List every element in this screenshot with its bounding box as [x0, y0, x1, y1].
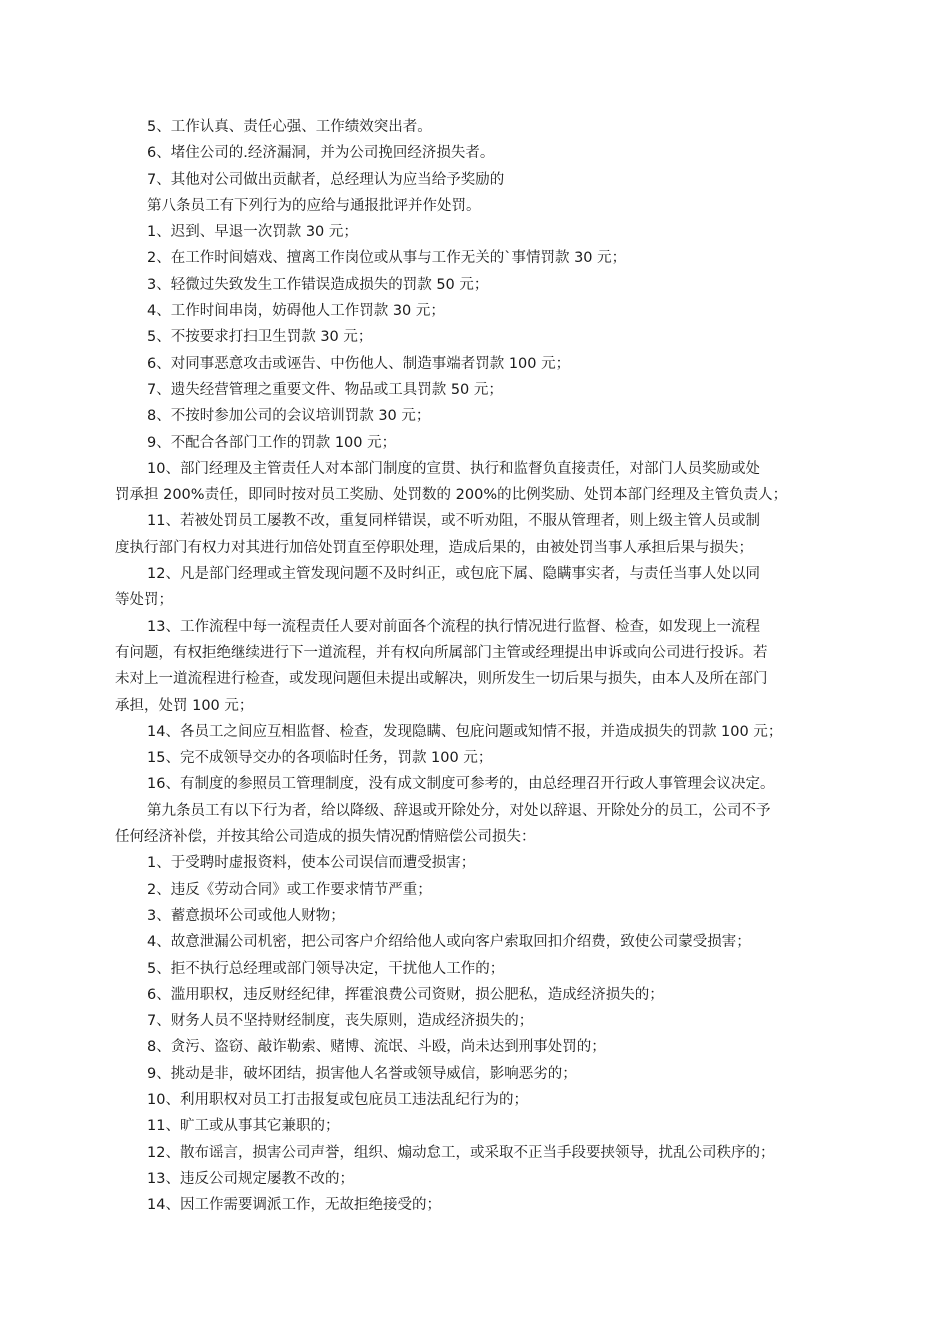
text-line: 11、若被处罚员工屡教不改，重复同样错误，或不听劝阻，不服从管理者，则上级主管人员或制 — [147, 513, 760, 530]
text-line: 5、不按要求打扫卫生罚款 30 元； — [147, 329, 373, 346]
text-line: 有问题，有权拒绝继续进行下一道流程，并有权向所属部门主管或经理提出申诉或向公司进行投诉。若 — [115, 644, 768, 661]
text-line: 4、故意泄漏公司机密，把公司客户介绍给他人或向客户索取回扣介绍费，致使公司蒙受损害； — [147, 934, 751, 951]
text-line: 6、堵住公司的.经济漏洞，并为公司挽回经济损失者。 — [147, 145, 495, 162]
text-line: 承担，处罚 100 元； — [115, 697, 254, 714]
text-line: 罚承担 200%责任，即同时按对员工奖励、处罚数的 200%的比例奖励、处罚本部门经理及主管负责人； — [115, 487, 788, 504]
text-line: 13、工作流程中每一流程责任人要对前面各个流程的执行情况进行监督、检查，如发现上一流程 — [147, 618, 760, 635]
text-line: 7、遗失经营管理之重要文件、物品或工具罚款 50 元； — [147, 381, 503, 398]
text-line: 2、违反《劳动合同》或工作要求情节严重； — [147, 881, 432, 898]
text-line: 15、完不成领导交办的各项临时任务，罚款 100 元； — [147, 750, 493, 767]
text-line: 10、部门经理及主管责任人对本部门制度的宣贯、执行和监督负直接责任，对部门人员奖励或处 — [147, 460, 760, 477]
text-line: 等处罚； — [115, 592, 173, 609]
text-line: 3、蓄意损坏公司或他人财物； — [147, 907, 345, 924]
text-line: 14、因工作需要调派工作，无故拒绝接受的； — [147, 1197, 441, 1214]
text-line: 5、工作认真、责任心强、工作绩效突出者。 — [147, 119, 432, 135]
text-line: 10、利用职权对员工打击报复或包庇员工违法乱纪行为的； — [147, 1091, 528, 1108]
text-line: 度执行部门有权力对其进行加倍处罚直至停职处理，造成后果的，由被处罚当事人承担后果与损失； — [115, 539, 753, 556]
text-line: 12、散布谣言，损害公司声誉，组织、煽动怠工，或采取不正当手段要挟领导，扰乱公司秩序的； — [147, 1144, 775, 1161]
text-line: 任何经济补偿，并按其给公司造成的损失情况酌情赔偿公司损失： — [115, 829, 536, 846]
text-line: 16、有制度的参照员工管理制度，没有成文制度可参考的，由总经理召开行政人事管理会议决定。 — [147, 776, 775, 793]
text-line: 6、对同事恶意攻击或诬告、中伤他人、制造事端者罚款 100 元； — [147, 355, 571, 372]
text-line: 未对上一道流程进行检查，或发现问题但未提出或解决，则所发生一切后果与损失，由本人及所在部门 — [115, 671, 768, 688]
text-line: 12、凡是部门经理或主管发现问题不及时纠正，或包庇下属、隐瞒事实者，与责任当事人处以同 — [147, 566, 760, 583]
text-line: 第八条员工有下列行为的应给与通报批评并作处罚。 — [147, 197, 481, 214]
text-line: 5、拒不执行总经理或部门领导决定，干扰他人工作的； — [147, 960, 505, 977]
text-line: 13、违反公司规定屡教不改的； — [147, 1170, 354, 1187]
text-line: 8、贪污、盗窃、敲诈勒索、赌博、流氓、斗殴，尚未达到刑事处罚的； — [147, 1039, 606, 1056]
text-line: 1、迟到、早退一次罚款 30 元； — [147, 224, 358, 241]
text-line: 2、在工作时间嬉戏、擅离工作岗位或从事与工作无关的`事情罚款 30 元； — [147, 250, 627, 267]
text-line: 9、挑动是非，破坏团结，损害他人名誉或领导威信，影响恶劣的； — [147, 1065, 577, 1082]
text-line: 14、各员工之间应互相监督、检查，发现隐瞒、包庇问题或知情不报，并造成损失的罚款 100 元； — [147, 723, 783, 740]
text-line: 1、于受聘时虚报资料，使本公司误信而遭受损害； — [147, 855, 476, 872]
text-line: 11、旷工或从事其它兼职的； — [147, 1118, 340, 1135]
text-line: 6、滥用职权，违反财经纪律，挥霍浪费公司资财，损公肥私，造成经济损失的； — [147, 986, 664, 1003]
text-line: 第九条员工有以下行为者，给以降级、辞退或开除处分，对处以辞退、开除处分的员工，公司不予 — [147, 802, 771, 819]
text-line: 7、其他对公司做出贡献者，总经理认为应当给予奖励的 — [147, 171, 505, 188]
text-line: 9、不配合各部门工作的罚款 100 元； — [147, 434, 397, 451]
text-line: 4、工作时间串岗，妨碍他人工作罚款 30 元； — [147, 303, 445, 320]
text-line: 3、轻微过失致发生工作错误造成损失的罚款 50 元； — [147, 276, 489, 293]
text-line: 7、财务人员不坚持财经制度，丧失原则，造成经济损失的； — [147, 1013, 534, 1030]
document-body — [115, 114, 855, 1218]
text-line: 8、不按时参加公司的会议培训罚款 30 元； — [147, 408, 431, 425]
